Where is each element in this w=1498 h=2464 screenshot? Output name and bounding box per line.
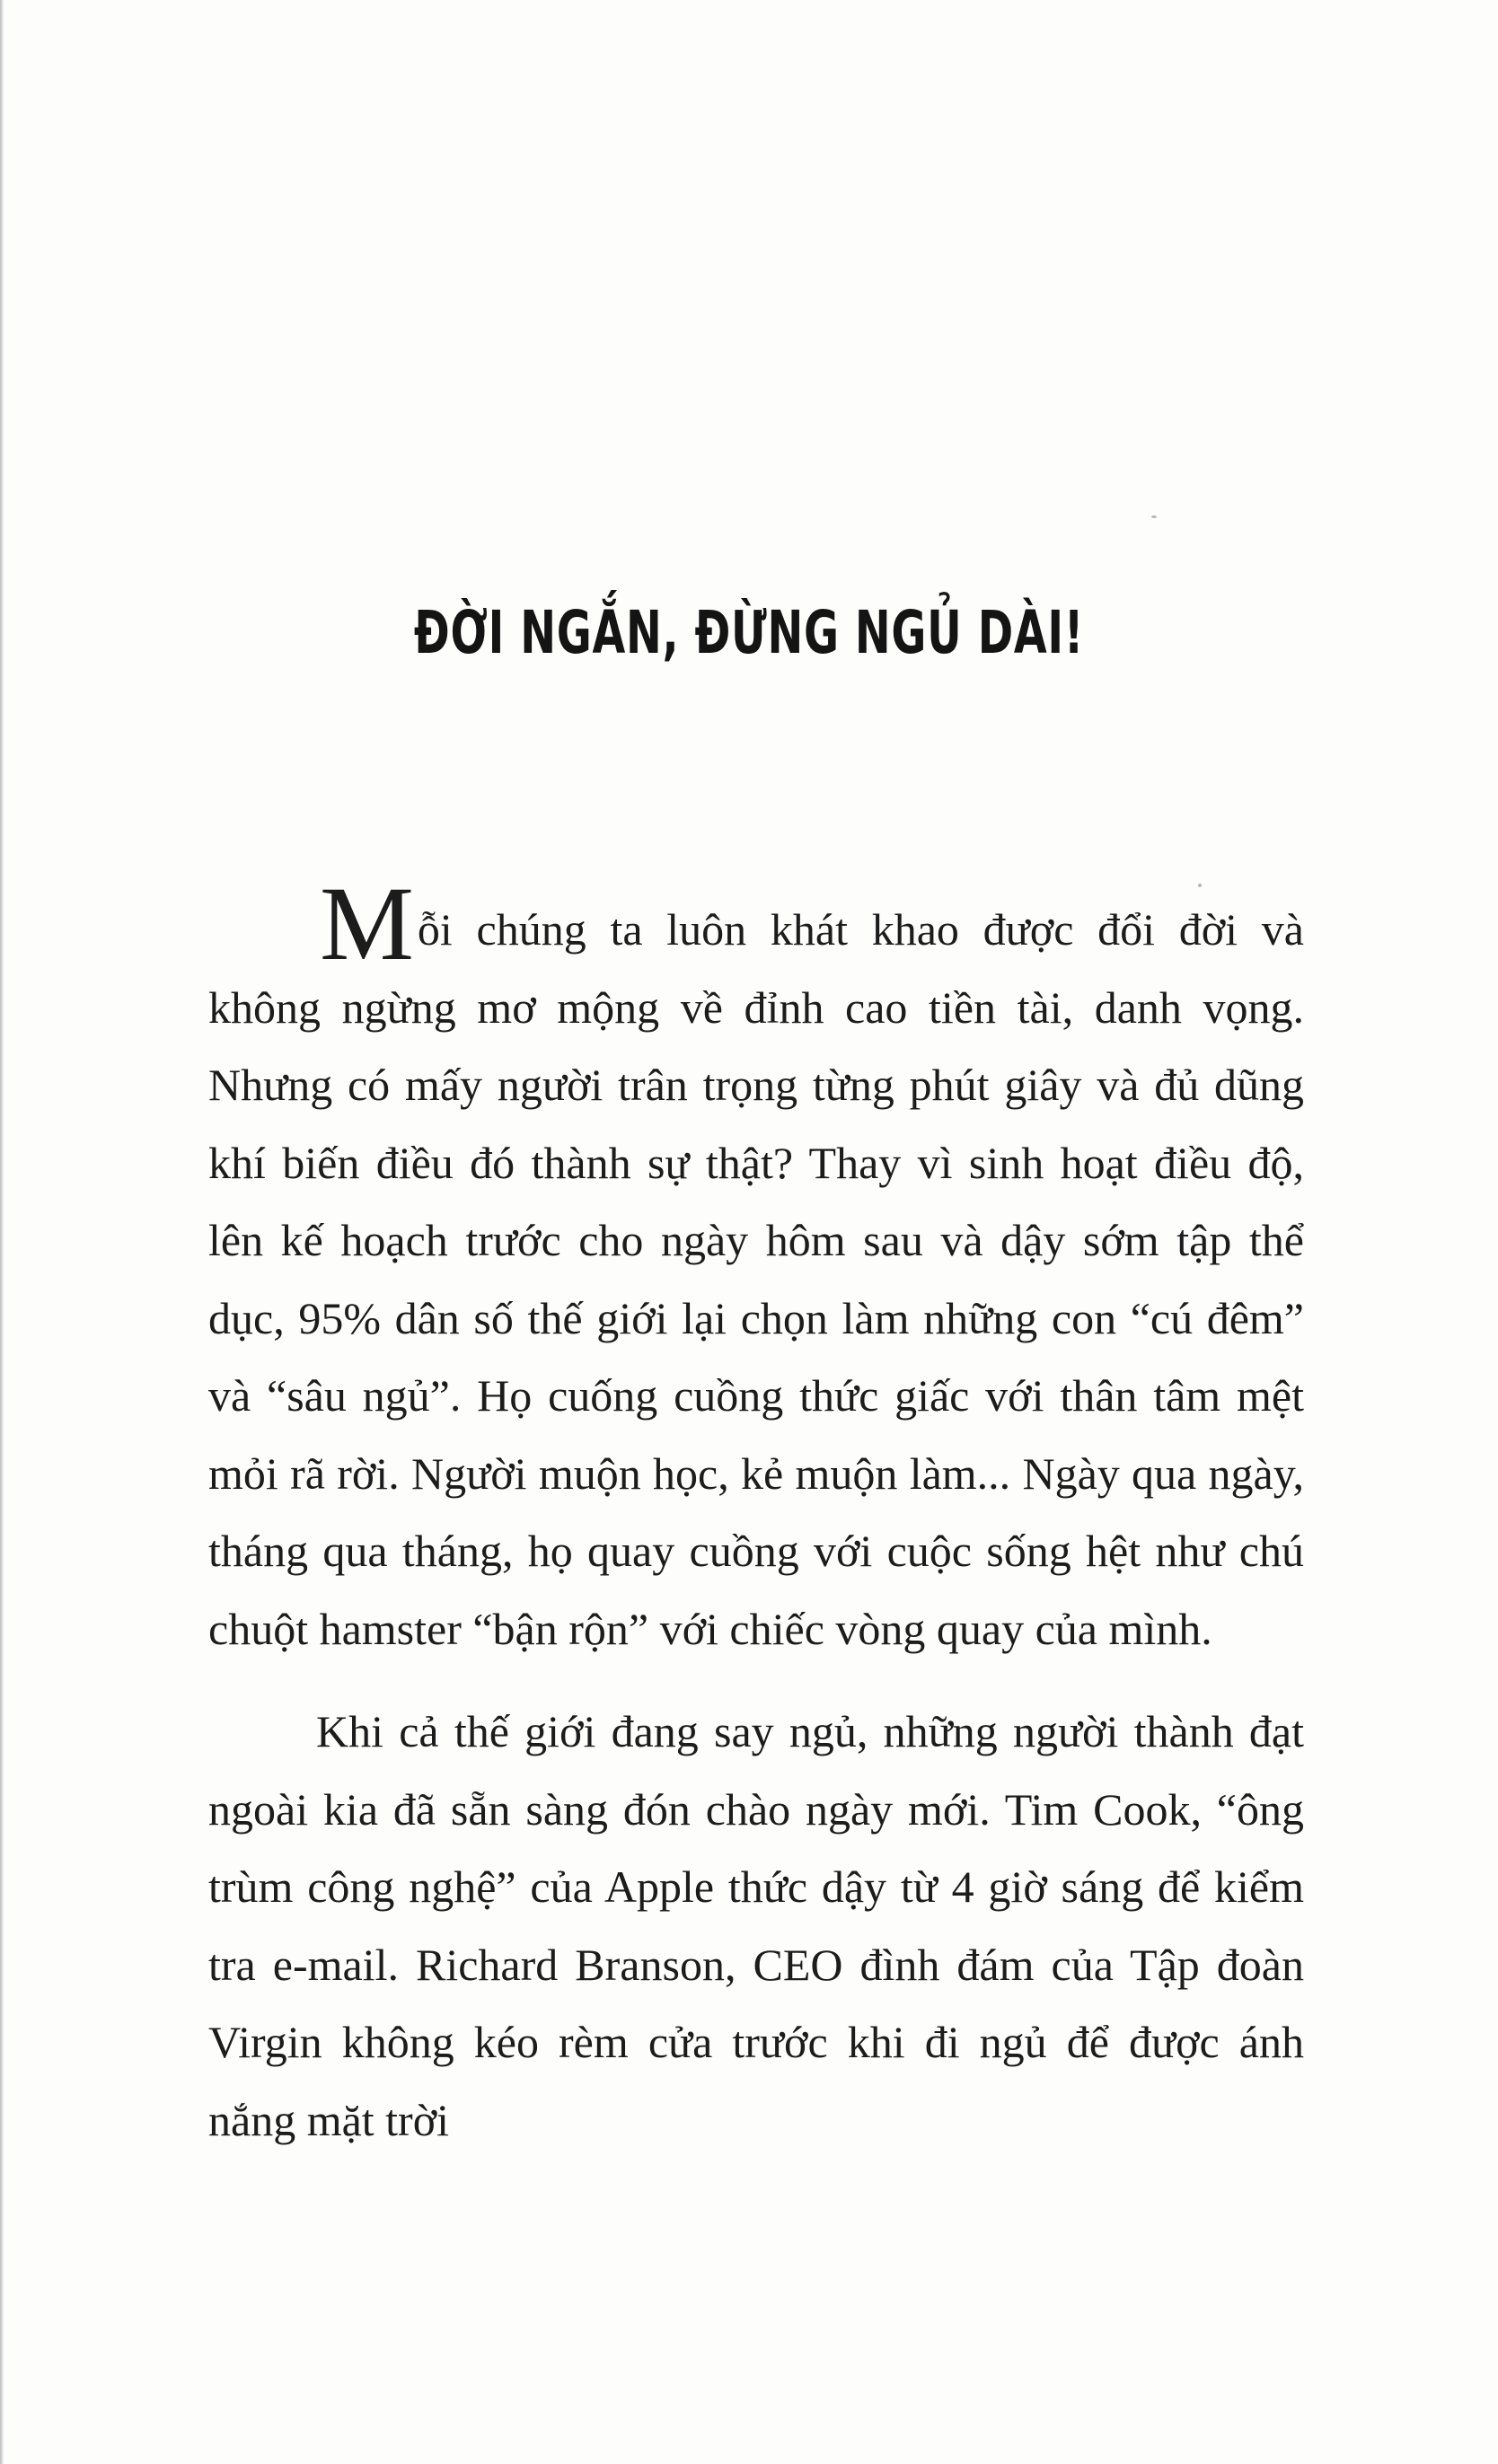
scan-speck — [1151, 515, 1157, 518]
paragraph-2: Khi cả thế giới đang say ngủ, những người thành đạt ngoài kia đã sẵn sàng đón chào ngày mới. Tim Cook, “ông trùm công nghệ” của Apple thức dậy từ 4 giờ sáng để kiểm tra e-mail. Richard Branson, CEO đình đám của Tập đoàn Virgin không kéo rèm cửa trước khi đi ngủ để được ánh nắng mặt trời — [208, 1706, 1304, 2145]
body-text — [208, 865, 1304, 2159]
chapter-title: ĐỜI NGẮN, ĐỪNG NGỦ DÀI! — [413, 598, 1085, 668]
paragraph-1-text: ỗi chúng ta luôn khát khao được đổi đời và không ngừng mơ mộng về đỉnh cao tiền tài, danh vọng. Nhưng có mấy người trân trọng từng phút giây và đủ dũng khí biến điều đó thành sự thật? Thay vì sinh hoạt điều độ, lên kế hoạch trước cho ngày hôm sau và dậy sớm tập thể dục, 95% dân số thế giới lại chọn làm những con “cú đêm” và “sâu ngủ”. Họ cuống cuồng thức giấc với thân tâm mệt mỏi rã rời. Người muộn học, kẻ muộn làm... Ngày qua ngày, tháng qua tháng, họ quay cuồng với cuộc sống hệt như chú chuột hamster “bận rộn” với chiếc vòng quay của mình. — [208, 904, 1304, 1654]
scan-speck — [1198, 884, 1202, 887]
paragraph-1 — [208, 865, 1304, 1668]
drop-cap: M — [320, 865, 414, 982]
page-binding-edge — [0, 0, 4, 2464]
